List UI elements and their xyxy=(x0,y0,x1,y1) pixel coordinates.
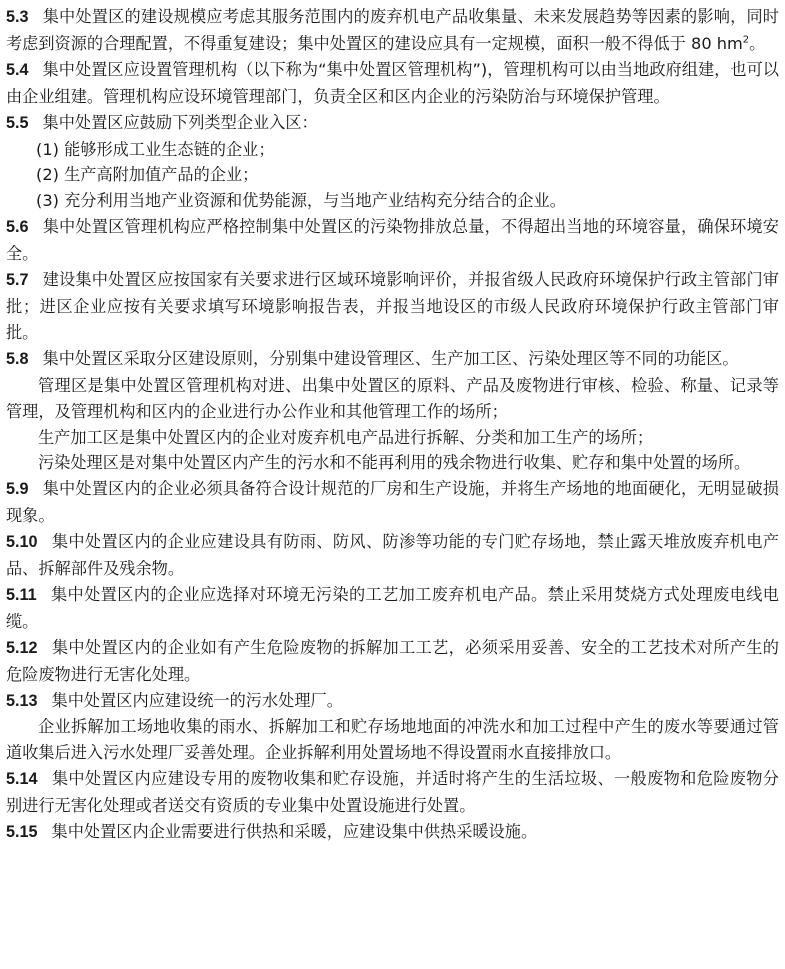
clause-number: 5.8 xyxy=(6,349,29,368)
clause-number: 5.7 xyxy=(6,271,29,290)
clause-5-13 xyxy=(6,688,779,715)
list-item: (2) 生产高附加值产品的企业； xyxy=(36,165,259,185)
clause-5-3 xyxy=(6,4,779,57)
clause-number: 5.11 xyxy=(6,585,37,604)
clause-5-7 xyxy=(6,267,779,346)
clause-5-15 xyxy=(6,819,779,846)
clause-5-6 xyxy=(6,214,779,267)
clause-text: 集中处置区采取分区建设原则，分别集中建设管理区、生产加工区、污染处理区等不同的功能区。 xyxy=(42,348,739,368)
clause-number: 5.6 xyxy=(6,218,29,237)
paragraph: 企业拆解加工场地收集的雨水、拆解加工和贮存场地地面的冲洗水和加工过程中产生的废水等要通过管道收集后进入污水处理厂妥善处理。企业拆解利用处置场地不得设置雨水直接排放口。 xyxy=(6,717,779,763)
clause-number: 5.13 xyxy=(6,691,38,710)
clause-5-9 xyxy=(6,476,779,529)
clause-5-10 xyxy=(6,529,779,582)
clause-text: 集中处置区的建设规模应考虑其服务范围内的废弃机电产品收集量、未来发展趋势等因素的影响，同时考虑到资源的合理配置，不得重复建设；集中处置区的建设应具有一定规模，面积一般不得低于 80 hm xyxy=(6,7,779,53)
clause-text: 集中处置区内的企业如有产生危险废物的拆解加工工艺，必须采用妥善、安全的工艺技术对所产生的危险废物进行无害化处理。 xyxy=(6,637,779,684)
clause-text: 集中处置区内的企业应建设具有防雨、防风、防渗等功能的专门贮存场地，禁止露天堆放废弃机电产品、拆解部件及残余物。 xyxy=(6,532,779,579)
clause-5-11 xyxy=(6,582,779,635)
clause-5-5 xyxy=(6,110,779,137)
clause-5-14 xyxy=(6,766,779,819)
clause-number: 5.5 xyxy=(6,113,29,132)
clause-number: 5.15 xyxy=(6,823,38,842)
clause-text: 集中处置区内的企业必须具备符合设计规范的厂房和生产设施，并将生产场地的地面硬化，无明显破损现象。 xyxy=(6,479,779,526)
clause-number: 5.10 xyxy=(6,533,38,552)
clause-5-12 xyxy=(6,635,779,688)
clause-number: 5.14 xyxy=(6,770,38,789)
clause-number: 5.4 xyxy=(6,60,29,79)
clause-text: 建设集中处置区应按国家有关要求进行区域环境影响评价，并报省级人民政府环境保护行政主管部门审批；进区企业应按有关要求填写环境影响报告表，并报当地设区的市级人民政府环境保护行政主管部门审批。 xyxy=(6,270,779,342)
clause-number: 5.3 xyxy=(6,8,29,26)
clause-text: 集中处置区内企业需要进行供热和采暖，应建设集中供热采暖设施。 xyxy=(51,822,538,842)
clause-number: 5.12 xyxy=(6,638,38,657)
clause-number: 5.9 xyxy=(6,480,29,499)
clause-text: 集中处置区应设置管理机构（以下称为“集中处置区管理机构”)，管理机构可以由当地政府组建，也可以由企业组建。管理机构应设环境管理部门，负责全区和区内企业的污染防治与环境保护管理。 xyxy=(6,59,779,106)
clause-text: 集中处置区管理机构应严格控制集中处置区的污染物排放总量，不得超出当地的环境容量，确保环境安全。 xyxy=(6,217,779,264)
paragraph: 生产加工区是集中处置区内的企业对废弃机电产品进行拆解、分类和加工生产的场所； xyxy=(38,427,654,447)
paragraph: 污染处理区是对集中处置区内产生的污水和不能再利用的残余物进行收集、贮存和集中处置的场所。 xyxy=(38,453,751,473)
clause-text: 集中处置区应鼓励下列类型企业入区： xyxy=(42,112,318,132)
clause-5-4 xyxy=(6,57,779,110)
list-item: (3) 充分利用当地产业资源和优势能源，与当地产业结构充分结合的企业。 xyxy=(36,191,566,211)
clause-text-end: 。 xyxy=(749,33,766,53)
clause-text: 集中处置区内的企业应选择对环境无污染的工艺加工废弃机电产品。禁止采用焚烧方式处理废电线电缆。 xyxy=(6,584,779,631)
list-item: (1) 能够形成工业生态链的企业； xyxy=(36,139,275,159)
superscript: 2 xyxy=(742,34,750,46)
paragraph: 管理区是集中处置区管理机构对进、出集中处置区的原料、产品及废物进行审核、检验、称量、记录等管理，及管理机构和区内的企业进行办公作业和其他管理工作的场所； xyxy=(6,375,779,421)
clause-text: 集中处置区内应建设专用的废物收集和贮存设施，并适时将产生的生活垃圾、一般废物和危险废物分别进行无害化处理或者送交有资质的专业集中处置设施进行处置。 xyxy=(6,769,779,816)
clause-5-8 xyxy=(6,346,779,373)
clause-text: 集中处置区内应建设统一的污水处理厂。 xyxy=(51,690,343,710)
